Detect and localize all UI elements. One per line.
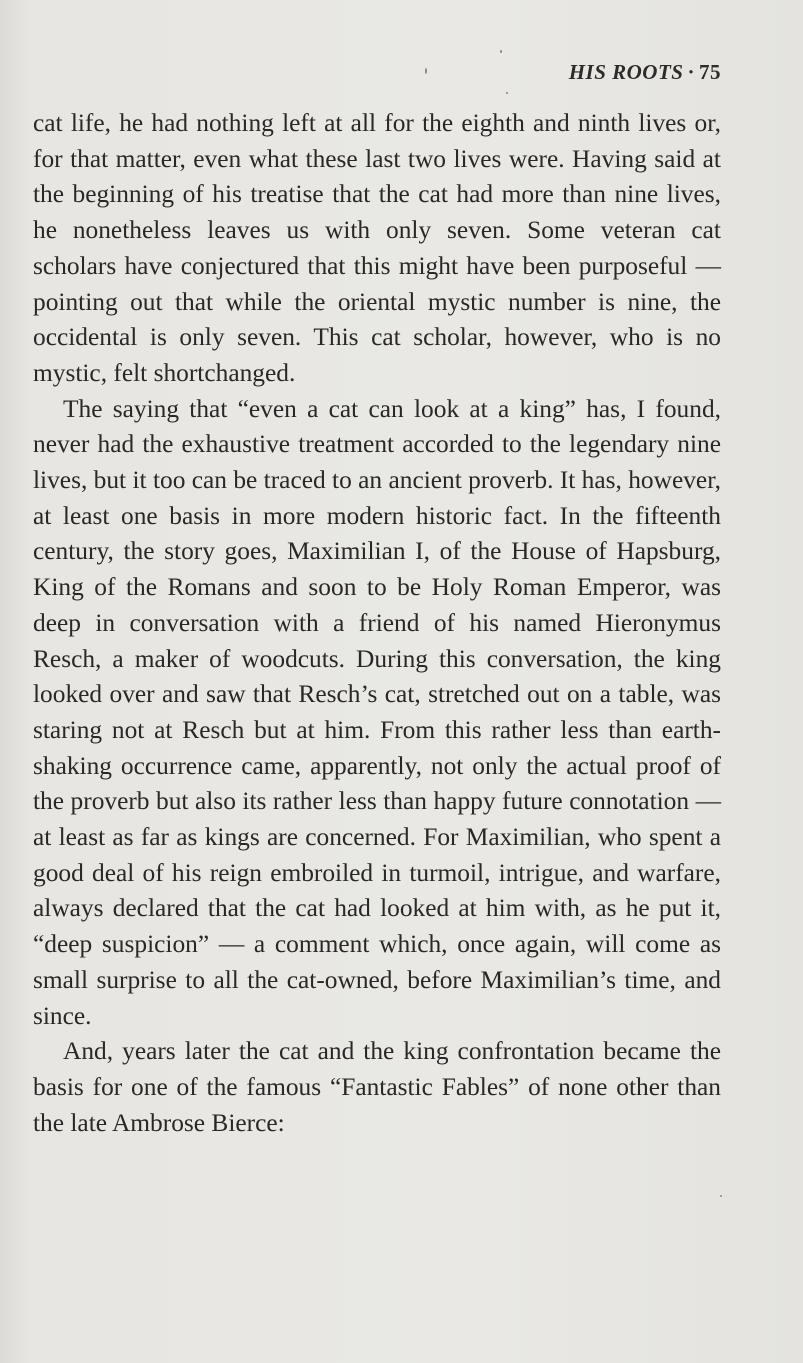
running-head <box>569 60 721 85</box>
page-number: 75 <box>699 60 721 84</box>
running-head-separator: · <box>687 60 695 84</box>
paragraph-continued: cat life, he had nothing left at all for the eighth and ninth lives or, for that matter, even what these last two lives were. Having said at the beginning of his treatise that the cat had more than nine lives, he nonetheless leaves us with only seven. Some veteran cat scholars have conjectured that this might have been purposeful — pointing out that while the oriental mystic number is nine, the occidental is only seven. This cat scholar, however, who is no mystic, felt shortchanged. <box>33 109 721 387</box>
print-speck <box>425 68 427 74</box>
body-text <box>33 106 721 1141</box>
paragraph-ambrose-bierce: And, years later the cat and the king confrontation became the basis for one of the famous “Fantastic Fables” of none other than the late Ambrose Bierce: <box>33 1037 721 1137</box>
paragraph-cat-looks-at-king: The saying that “even a cat can look at a king” has, I found, never had the exhaustive treatment accorded to the legendary nine lives, but it too can be traced to an ancient proverb. It has, however, at least one basis in more modern historic fact. In the fifteenth century, the story goes, Maximilian I, of the House of Hapsburg, King of the Romans and soon to be Holy Roman Emperor, was deep in conversation with a friend of his named Hieronymus Resch, a maker of woodcuts. During this conversation, the king looked over and saw that Resch’s cat, stretched out on a table, was staring not at Resch but at him. From this rather less than earth-shaking occurrence came, apparently, not only the actual proof of the proverb but also its rather less than happy future connotation — at least as far as kings are concerned. For Maximilian, who spent a good deal of his reign embroiled in turmoil, intrigue, and warfare, always declared that the cat had looked at him with, as he put it, “deep suspicion” — a comment which, once again, will come as small surprise to all the cat-owned, before Maximilian’s time, and since. <box>33 394 721 1030</box>
running-head-title: HIS ROOTS <box>568 60 684 84</box>
print-speck <box>500 50 502 53</box>
print-speck <box>506 92 508 94</box>
print-speck <box>720 1195 722 1197</box>
